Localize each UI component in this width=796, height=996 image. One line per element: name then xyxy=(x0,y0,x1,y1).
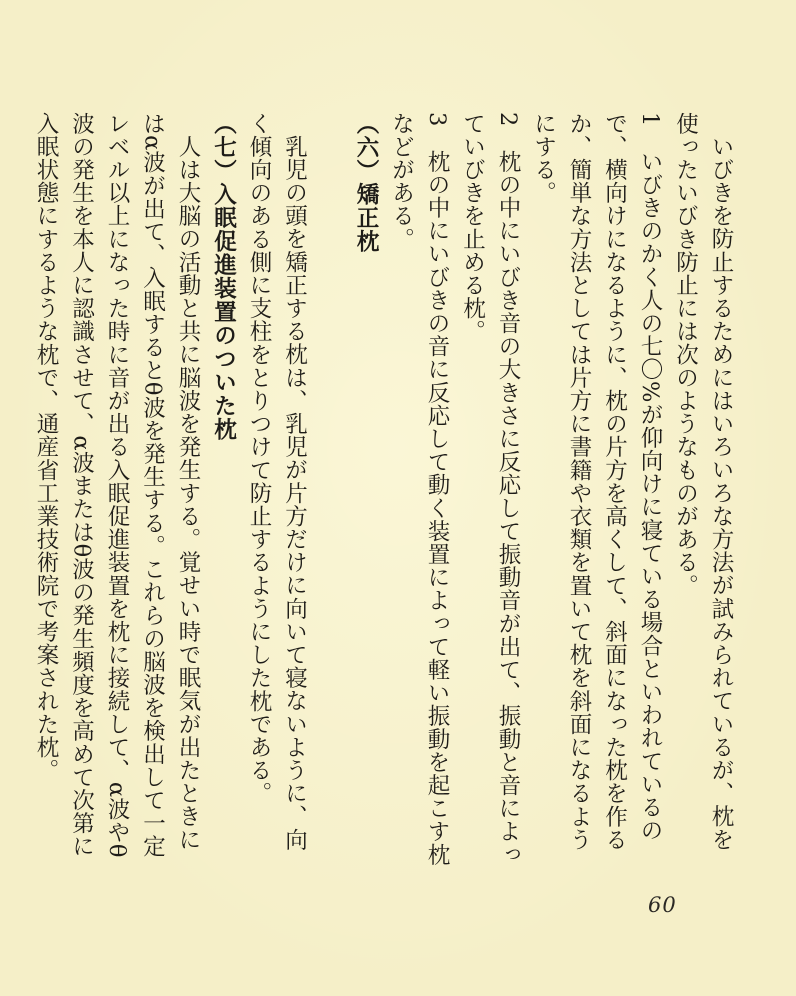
section-7-body: 人は大脳の活動と共に脳波を発生する。覚せい時で眠気が出たときにはα波が出て、入眠するとθ波を発生する。これらの脳波を検出して一定レベル以上になった時に音が出る入眠促進装置を枕に接続して、α波やθ波の発生を本人に認識させて、α波またはθ波の発生頻度を高めて次第に入眠状態にするような枕で、通産省工業技術院で考案された枕。 xyxy=(33,112,201,859)
section-heading-6: （六）矯正枕 xyxy=(353,112,379,253)
page-number: 60 xyxy=(648,893,677,917)
list-item-1: 1 いびきのかく人の七〇%が仰向けに寝ている場合といわれているので、横向けになるように、枕の片方を高くして、斜面になった枕を作るか、簡単な方法としては片方に書籍や衣類を置いて枕を斜面になるようにする。 xyxy=(530,112,663,852)
section-heading-7: （七）入眠促進装置のついた枕 xyxy=(210,112,237,441)
list-item-2: 2 枕の中にいびき音の大きさに反応して振動音が出て、振動と音によっていびきを止める枕。 xyxy=(459,112,521,867)
intro-paragraph: いびきを防止するためにはいろいろな方法が試みられているが、枕を使ったいびき防止には次のようなものがある。 xyxy=(672,112,734,851)
vertical-text-body xyxy=(33,112,738,872)
section-6-body: 乳児の頭を矯正する枕は、乳児が片方だけに向いて寝ないように、向く傾向のある側に支柱をとりつけて防止するようにした枕である。 xyxy=(246,112,308,851)
list-item-3: 3 枕の中にいびきの音に反応して動く装置によって軽い振動を起こす枕などがある。 xyxy=(388,112,450,867)
